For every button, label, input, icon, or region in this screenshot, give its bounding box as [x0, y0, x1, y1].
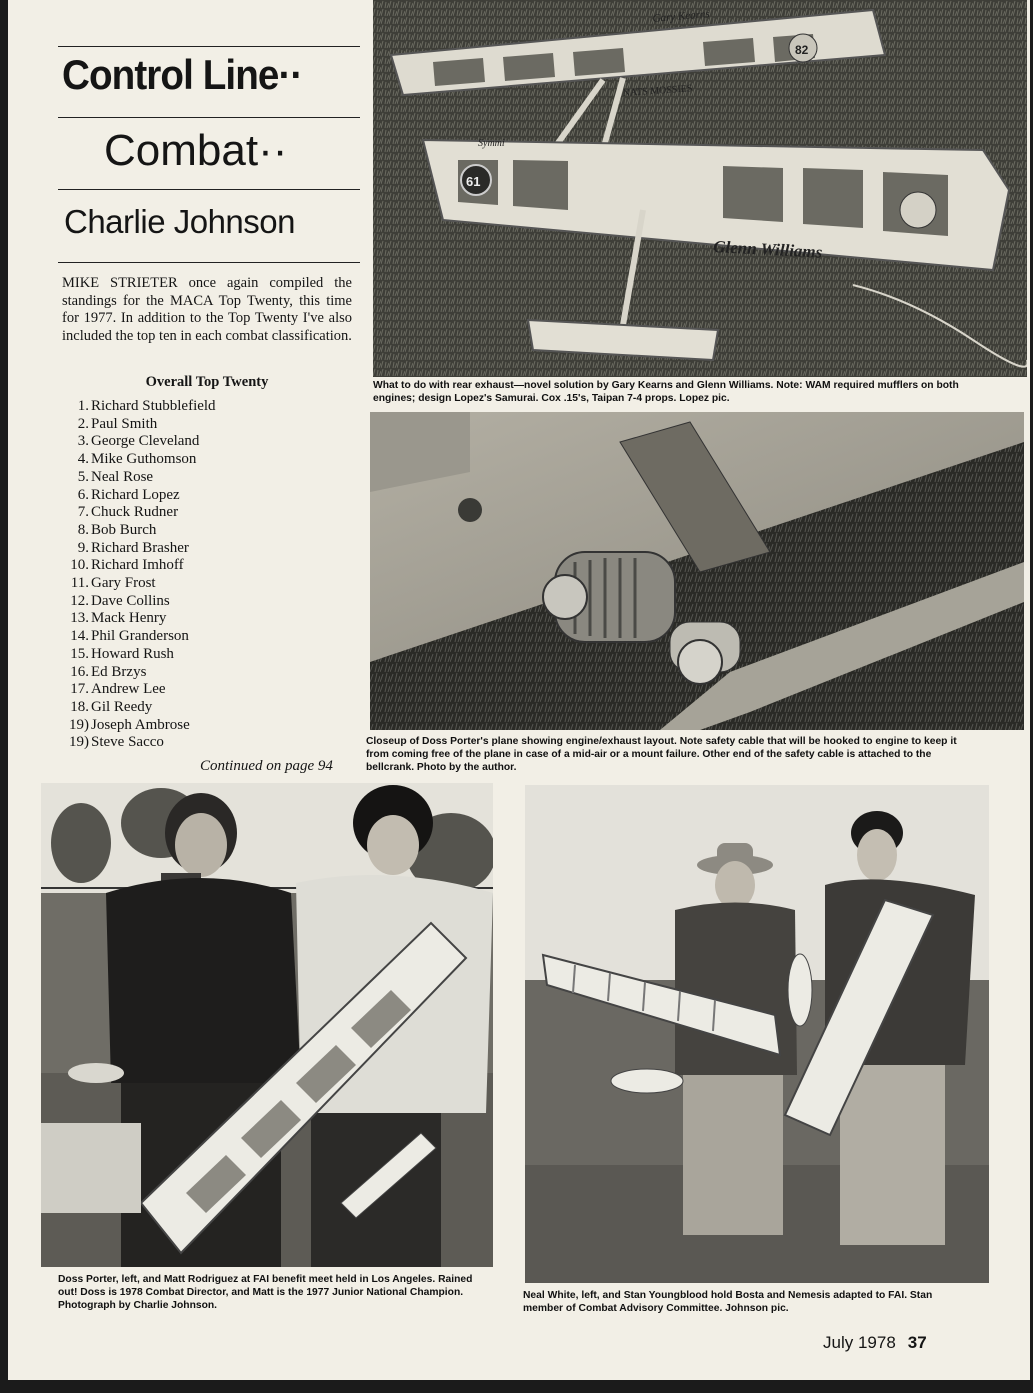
biplane-number-82: 82 — [795, 43, 809, 57]
ranking-item — [58, 416, 216, 434]
photo-engine-closeup — [370, 412, 1024, 730]
photo-white-youngblood — [525, 785, 989, 1283]
ranking-item — [58, 593, 216, 611]
ranking-item — [58, 628, 216, 646]
continued-note: Continued on page 94 — [200, 758, 333, 774]
ranking-item — [58, 487, 216, 505]
ranking-number: 1. — [77, 398, 89, 414]
header-rule-bottom — [58, 262, 360, 263]
caption-engine-closeup: Closeup of Doss Porter's plane showing engine/exhaust layout. Note safety cable that will be hooked to engine to keep it from coming free of the plane in case of a mid-air or a mount failure. Other end of the safety cable is attached to the bellcrank. Photo by the author. — [366, 736, 957, 773]
ranking-number: 2. — [77, 415, 89, 432]
ranking-item — [58, 557, 216, 575]
ranking-list — [58, 398, 216, 752]
ranking-name: Mike Guthomson — [91, 451, 197, 468]
ranking-name: Dave Collins — [91, 592, 170, 609]
page-number: 37 — [907, 1333, 927, 1352]
author-name: Charlie Johnson — [64, 203, 295, 240]
ranking-item — [58, 451, 216, 469]
ranking-name: Andrew Lee — [91, 681, 166, 698]
ranking-name: Phil Granderson — [91, 628, 189, 645]
ranking-name: Bob Burch — [91, 521, 157, 538]
ranking-item — [58, 398, 216, 416]
wing-text-bottom: Glenn Williams — [712, 237, 823, 262]
ranking-item — [58, 664, 216, 682]
ranking-item — [58, 575, 216, 593]
page-title: Control Line·· — [62, 51, 303, 98]
ranking-item — [58, 717, 216, 735]
ranking-name: Richard Lopez — [91, 486, 180, 503]
ranking-number: 15. — [70, 645, 89, 662]
ranking-item — [58, 540, 216, 558]
ranking-item — [58, 699, 216, 717]
header-rule-3 — [58, 189, 360, 190]
ranking-name: Mack Henry — [91, 610, 167, 627]
ranking-number: 16. — [70, 663, 89, 680]
caption-white-youngblood: Neal White, left, and Stan Youngblood hold Bosta and Nemesis adapted to FAI. Stan member of Combat Advisory Committee. Johnson pic. — [523, 1290, 933, 1314]
ranking-number: 19) — [69, 734, 89, 751]
ranking-number: 3. — [77, 433, 89, 450]
issue-date: July 1978 — [823, 1333, 896, 1352]
ranking-item — [58, 433, 216, 451]
ranking-name: Gil Reedy — [91, 698, 153, 715]
page-subtitle: Combat·· — [104, 126, 288, 175]
intro-paragraph: MIKE STRIETER once again compiled the standings for the MACA Top Twenty, this time for 1977. In addition to the Top Twenty I've also included the top ten in each combat classification. — [62, 275, 352, 344]
wing-text-mid: NATS MOSSIES — [622, 83, 693, 99]
ranking-item — [58, 504, 216, 522]
wing-text-top: Gary Kearns — [652, 8, 711, 25]
ranking-item — [58, 734, 216, 752]
caption-biplanes: What to do with rear exhaust—novel solution by Gary Kearns and Glenn Williams. Note: WAM required mufflers on both engines; design Lopez's Samurai. Cox .15's, Taipan 7-4 props. Lopez pic. — [373, 380, 959, 404]
ranking-name: Howard Rush — [91, 645, 174, 662]
ranking-name: Gary Frost — [91, 575, 156, 592]
ranking-name: Richard Imhoff — [91, 557, 184, 574]
ranking-number: 5. — [77, 468, 89, 485]
ranking-name: Richard Stubblefield — [91, 398, 216, 414]
ranking-item — [58, 522, 216, 540]
wing-text-small: Symmi — [478, 138, 505, 149]
ranking-number: 18. — [70, 698, 89, 715]
page-footer — [823, 1333, 927, 1353]
ranking-number: 6. — [77, 486, 89, 503]
header-rule-top — [58, 46, 360, 47]
header-rule-2 — [58, 117, 360, 118]
ranking-number: 9. — [77, 539, 89, 556]
ranking-number: 8. — [77, 521, 89, 538]
ranking-number: 11. — [70, 575, 89, 592]
biplane-number-61: 61 — [466, 174, 481, 189]
ranking-number: 19) — [69, 716, 89, 733]
ranking-number: 7. — [77, 504, 89, 521]
ranking-name: Paul Smith — [91, 415, 158, 432]
ranking-name: Joseph Ambrose — [91, 716, 190, 733]
ranking-name: Ed Brzys — [91, 663, 147, 680]
ranking-number: 14. — [70, 628, 89, 645]
ranking-number: 4. — [77, 451, 89, 468]
ranking-name: Neal Rose — [91, 468, 154, 485]
ranking-name: George Cleveland — [91, 433, 200, 450]
ranking-name: Chuck Rudner — [91, 504, 179, 521]
caption-porter-rodriguez: Doss Porter, left, and Matt Rodriguez at FAI benefit meet held in Los Angeles. Rained out! Doss is 1978 Combat Director, and Matt is the 1977 Junior National Champion. Photograph by Charlie Johnson. — [58, 1274, 473, 1311]
ranking-number: 13. — [70, 610, 89, 627]
ranking-number: 10. — [70, 557, 89, 574]
photo-porter-rodriguez — [41, 783, 493, 1267]
ranking-number: 17. — [70, 681, 89, 698]
ranking-item — [58, 610, 216, 628]
ranking-name: Richard Brasher — [91, 539, 189, 556]
ranking-number: 12. — [70, 592, 89, 609]
ranking-item — [58, 681, 216, 699]
ranking-title: Overall Top Twenty — [145, 374, 269, 390]
ranking-name: Steve Sacco — [91, 734, 164, 751]
ranking-item — [58, 469, 216, 487]
ranking-item — [58, 646, 216, 664]
photo-biplanes — [373, 0, 1027, 377]
